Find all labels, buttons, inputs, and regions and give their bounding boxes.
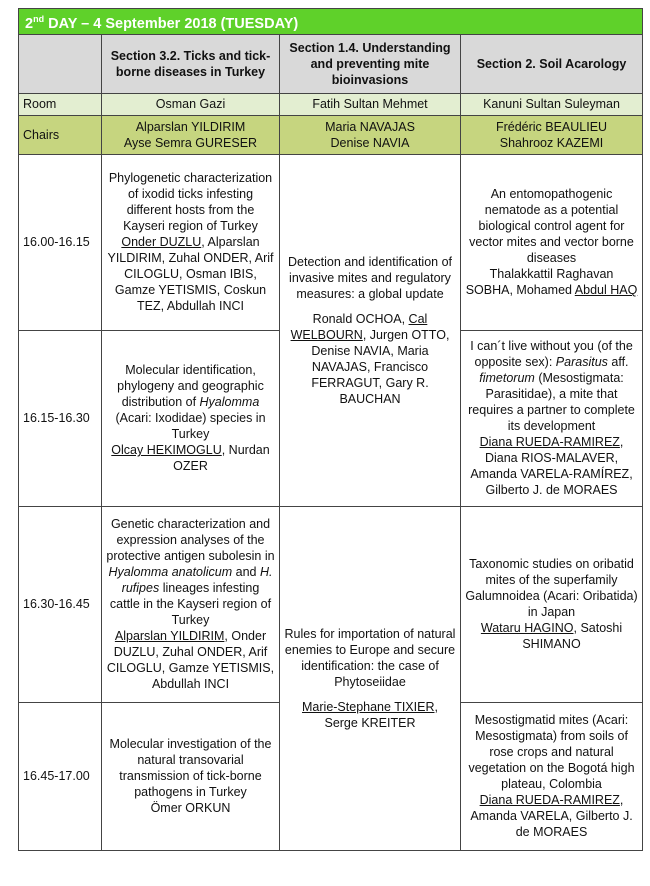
chairs-row (19, 115, 643, 154)
talk-title: Rules for importation of natural enemies to Europe and secure identification: the case of Phytoseiidae (284, 626, 456, 689)
talk-title-italic: fimetorum (479, 371, 535, 386)
talk-presenter: Alparslan YILDIRIM (114, 629, 225, 644)
time-slot: 16.15-16.30 (19, 330, 102, 506)
session-row (19, 506, 643, 702)
talk-presenter: Wataru HAGINO (480, 621, 574, 636)
session-row (19, 154, 643, 330)
talk-presenter: Cal WELBOURN (290, 311, 428, 342)
talk-title: (Mesostigmata: Parasitidae), a mite that requires a partner to complete its development (468, 371, 635, 434)
chair-name: Frédéric BEAULIEU (495, 119, 608, 134)
chairs-label: Chairs (19, 115, 102, 154)
talk-title: Detection and identification of invasive mites and regulatory measures: a global update (288, 254, 452, 301)
talk-title: Genetic characterization and expression analyses of the protective antigen subolesin in (106, 517, 275, 564)
talk-cell (280, 154, 461, 506)
talk-presenter: Diana RUEDA-RAMIREZ (479, 435, 620, 450)
day-header-row (19, 9, 643, 35)
talk-authors: , Alparslan YILDIRIM, Zuhal ONDER, Arif CILOGLU, Osman IBIS, Gamze YETISMIS, Coskun TEZ, Abdullah INCI (107, 235, 274, 314)
day-date: DAY – 4 September 2018 (TUESDAY) (44, 15, 299, 32)
chair-name: Denise NAVIA (330, 135, 410, 150)
room-row (19, 93, 643, 115)
talk-authors: Thalakkattil Raghavan SOBHA, Mohamed (465, 267, 614, 298)
section-header-ticks: Section 3.2. Ticks and tick-borne diseases in Turkey (102, 34, 280, 93)
talk-authors: Ömer ORKUN (150, 801, 231, 816)
section-header-bioinvasions: Section 1.4. Understanding and preventing mite bioinvasions (280, 34, 461, 93)
talk-cell (461, 154, 643, 330)
talk-cell (102, 330, 280, 506)
time-slot: 16.30-16.45 (19, 506, 102, 702)
header-corner (19, 34, 102, 93)
chair-name: Ayse Semra GURESER (123, 135, 258, 150)
talk-title-italic: Hyalomma anatolicum (108, 565, 233, 580)
talk-title: Taxonomic studies on oribatid mites of the superfamily Galumnoidea (Acari: Oribatida) in Japan (465, 557, 638, 620)
section-header-row (19, 34, 643, 93)
talk-authors: , Nurdan OZER (173, 443, 270, 474)
chairs-soil (461, 115, 643, 154)
talk-title-italic: Parasitus (555, 355, 608, 370)
talk-presenter: Abdul HAQ (574, 283, 638, 298)
day-ordinal: nd (33, 14, 45, 24)
talk-title: Mesostigmatid mites (Acari: Mesostigmata) from soils of rose crops and natural vegetation on the Bogotá high plateau, Colombia (468, 713, 635, 792)
talk-cell (280, 506, 461, 850)
schedule (18, 8, 642, 851)
talk-cell (461, 330, 643, 506)
time-slot: 16.45-17.00 (19, 702, 102, 850)
talk-title: aff. (607, 355, 629, 370)
talk-authors: , Amanda VARELA, Gilberto J. de MORAES (470, 793, 633, 840)
chair-name: Shahrooz KAZEMI (499, 135, 604, 150)
talk-presenter: Olcay HEKIMOGLU (111, 443, 222, 458)
talk-authors: , Diana RIOS-MALAVER, Amanda VARELA-RAMÍREZ, Gilberto J. de MORAES (470, 435, 633, 498)
talk-title: Phylogenetic characterization of ixodid ticks infesting different hosts from the Kayseri region of Turkey (108, 171, 273, 234)
day-number: 2 (25, 15, 34, 32)
talk-presenter: Onder DUZLU (121, 235, 202, 250)
talk-presenter: Diana RUEDA-RAMIREZ (479, 793, 620, 808)
talk-title: and (232, 565, 260, 580)
room-bioinvasions: Fatih Sultan Mehmet (280, 93, 461, 115)
chairs-bioinvasions (280, 115, 461, 154)
chairs-ticks (102, 115, 280, 154)
room-soil: Kanuni Sultan Suleyman (461, 93, 643, 115)
talk-cell (102, 702, 280, 850)
room-label: Room (19, 93, 102, 115)
talk-presenter: Marie-Stephane TIXIER (302, 699, 435, 714)
chair-name: Maria NAVAJAS (325, 119, 415, 134)
talk-authors: Ronald OCHOA, (312, 311, 409, 326)
talk-cell (102, 154, 280, 330)
schedule-table (18, 8, 643, 851)
talk-title: I can´t live without you (of the opposite sex): (470, 339, 633, 370)
talk-title-italic: Hyalomma (199, 395, 260, 410)
talk-title-italic: H. rufipes (121, 565, 273, 596)
room-ticks: Osman Gazi (102, 93, 280, 115)
day-header (19, 9, 643, 35)
chair-name: Alparslan YILDIRIM (135, 119, 246, 134)
talk-cell (102, 506, 280, 702)
section-header-soil: Section 2. Soil Acarology (461, 34, 643, 93)
talk-title: (Acari: Ixodidae) species in Turkey (115, 411, 266, 442)
talk-authors: , Jurgen OTTO, Denise NAVIA, Maria NAVAJAS, Francisco FERRAGUT, Gary R. BAUCHAN (311, 327, 450, 406)
talk-title: Molecular investigation of the natural transovarial transmission of tick-borne pathogens in Turkey (109, 737, 272, 800)
talk-title: Molecular identification, phylogeny and geographic distribution of (117, 363, 264, 410)
talk-title: lineages infesting cattle in the Kayseri region of Turkey (109, 581, 272, 628)
talk-authors: , Serge KREITER (324, 699, 438, 730)
talk-authors: , Onder DUZLU, Zuhal ONDER, Arif CILOGLU, Gamze YETISMIS, Abdullah INCI (106, 629, 275, 692)
talk-authors: , Satoshi SHIMANO (522, 621, 623, 652)
talk-cell (461, 506, 643, 702)
talk-cell (461, 702, 643, 850)
time-slot: 16.00-16.15 (19, 154, 102, 330)
talk-title: An entomopathogenic nematode as a potential biological control agent for vector mites and vector borne diseases (469, 187, 634, 266)
